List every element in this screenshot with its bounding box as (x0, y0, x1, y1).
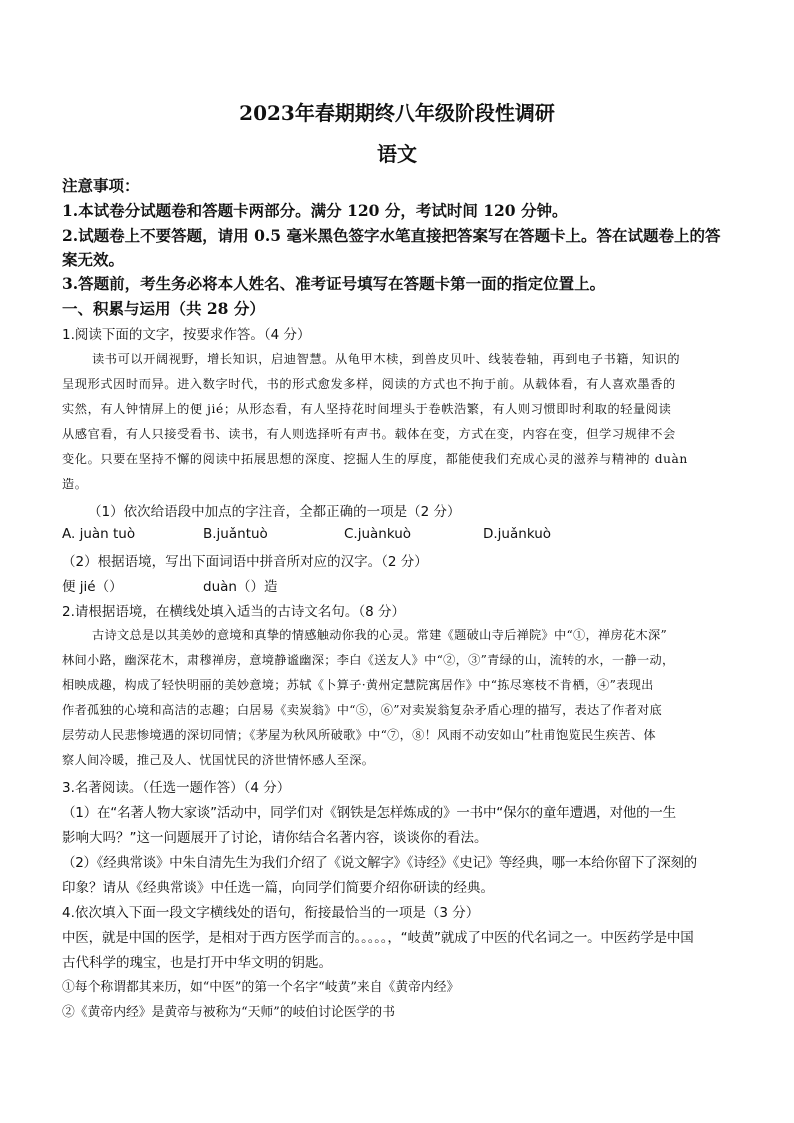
notice-item-2-line-2: 案无效。 (62, 250, 125, 269)
q4-prompt: 4.依次填入下面一段文字横线处的语句，衔接最恰当的一项是（3 分） (62, 905, 480, 921)
q4-item-2: ②《黄帝内经》是黄帝与被称为“天师”的岐伯讨论医学的书 (62, 1005, 396, 1020)
q1-option-a: A. juàn tuò (62, 526, 136, 542)
q1-passage-line-3: 实然，有人钟情屏上的便 jié；从形态看，有人坚持花时间埋头于卷帙浩繁，有人则习惯即时利取的轻量阅读 (62, 402, 672, 416)
q1-option-b: B.juǎntuò (203, 526, 268, 542)
section-1-heading: 一、积累与运用（共 28 分） (62, 299, 265, 318)
q1-option-d: D.juǎnkuò (483, 526, 552, 542)
q2-passage-line-2: 林间小路，幽深花木，肃穆禅房，意境静谧幽深；李白《送友人》中“②，③”青绿的山，流转的水，一静一动， (62, 653, 675, 667)
notice-item-2-line-1: 2.试题卷上不要答题，请用 0.5 毫米黑色签字水笔直接把答案写在答题卡上。答在试题卷上的答 (62, 226, 721, 245)
q1-fill-1: 便 jié（） (62, 579, 123, 595)
notice-heading: 注意事项： (62, 176, 140, 195)
q3-prompt: 3.名著阅读。（任选一题作答）（4 分） (62, 780, 291, 796)
q3-sub-1-line-1: （1）在“名著人物大家谈”活动中，同学们对《钢铁是怎样炼成的》一书中“保尔的童年遭遇，对他的一生 (62, 805, 676, 821)
q2-passage-line-6: 察人间冷暖，推己及人、忧国忧民的济世情怀感人至深。 (62, 753, 375, 767)
q1-passage-line-4: 从感官看，有人只接受看书、读书，有人则选择听有声书。载体在变，方式在变，内容在变，但学习规律不会 (62, 427, 676, 441)
exam-title: 2023年春期期终八年级阶段性调研 (239, 101, 555, 125)
q3-sub-1-line-2: 影响大吗？”这一问题展开了讨论，请你结合名著内容，谈谈你的看法。 (62, 830, 488, 846)
q1-sub-1: （1）依次给语段中加点的字注音，全都正确的一项是（2 分） (88, 504, 461, 520)
q1-passage-line-6: 造。 (62, 477, 88, 491)
q2-passage-line-5: 层劳动人民悲惨境遇的深切同情；《茅屋为秋风所破歌》中“⑦，⑧！风雨不动安如山”杜甫饱览民生疾苦、体 (62, 728, 656, 742)
q1-prompt: 1.阅读下面的文字，按要求作答。（4 分） (62, 327, 311, 343)
q1-passage-line-1: 读书可以开阔视野，增长知识，启迪智慧。从龟甲木椟，到兽皮贝叶、线装卷轴，再到电子书籍，知识的 (92, 352, 681, 366)
q2-passage-line-4: 作者孤独的心境和高洁的志趣；白居易《卖炭翁》中“⑤，⑥”对卖炭翁复杂矛盾心理的描写，表达了作者对底 (62, 703, 662, 717)
q1-passage-line-5: 变化。只要在坚持不懈的阅读中拓展思想的深度、挖掘人生的厚度，都能使我们充成心灵的滋养与精神的 duàn (62, 452, 688, 466)
q1-sub-2: （2）根据语境，写出下面词语中拼音所对应的汉字。（2 分） (62, 554, 428, 570)
q2-passage-line-3: 相映成趣，构成了轻快明丽的美妙意境；苏轼《卜算子·黄州定慧院寓居作》中“拣尽寒枝不肯栖，④”表现出 (62, 678, 654, 692)
q4-text-line-1: 中医，就是中国的医学，是相对于西方医学而言的。。。。。，“岐黄”就成了中医的代名词之一。中医药学是中国 (62, 930, 694, 946)
exam-subject: 语文 (377, 142, 417, 166)
notice-item-3: 3.答题前，考生务必将本人姓名、准考证号填写在答题卡第一面的指定位置上。 (62, 274, 606, 293)
q4-item-1: ①每个称谓都其来历，如“中医”的第一个名字“岐黄”来自《黄帝内经》 (62, 980, 460, 995)
q1-fill-2: duàn（）造 (203, 579, 278, 595)
q4-text-line-2: 古代科学的瑰宝，也是打开中华文明的钥匙。 (62, 955, 332, 971)
q2-prompt: 2.请根据语境，在横线处填入适当的古诗文名句。（8 分） (62, 604, 406, 620)
q1-option-c: C.juànkuò (344, 526, 412, 542)
q2-passage-line-1: 古诗文总是以其美妙的意境和真挚的情感触动你我的心灵。常建《题破山寺后禅院》中“①，禅房花木深” (92, 628, 667, 642)
notice-item-1: 1.本试卷分试题卷和答题卡两部分。满分 120 分，考试时间 120 分钟。 (62, 201, 568, 220)
q3-sub-2-line-2: 印象？请从《经典常谈》中任选一篇，向同学们简要介绍你研读的经典。 (62, 880, 494, 896)
q3-sub-2-line-1: （2）《经典常谈》中朱自清先生为我们介绍了《说文解字》《诗经》《史记》等经典，哪一本给你留下了深刻的 (62, 855, 697, 871)
q1-passage-line-2: 呈现形式因时而异。进入数字时代，书的形式愈发多样，阅读的方式也不拘于前。从载体看，有人喜欢墨香的 (62, 377, 676, 391)
